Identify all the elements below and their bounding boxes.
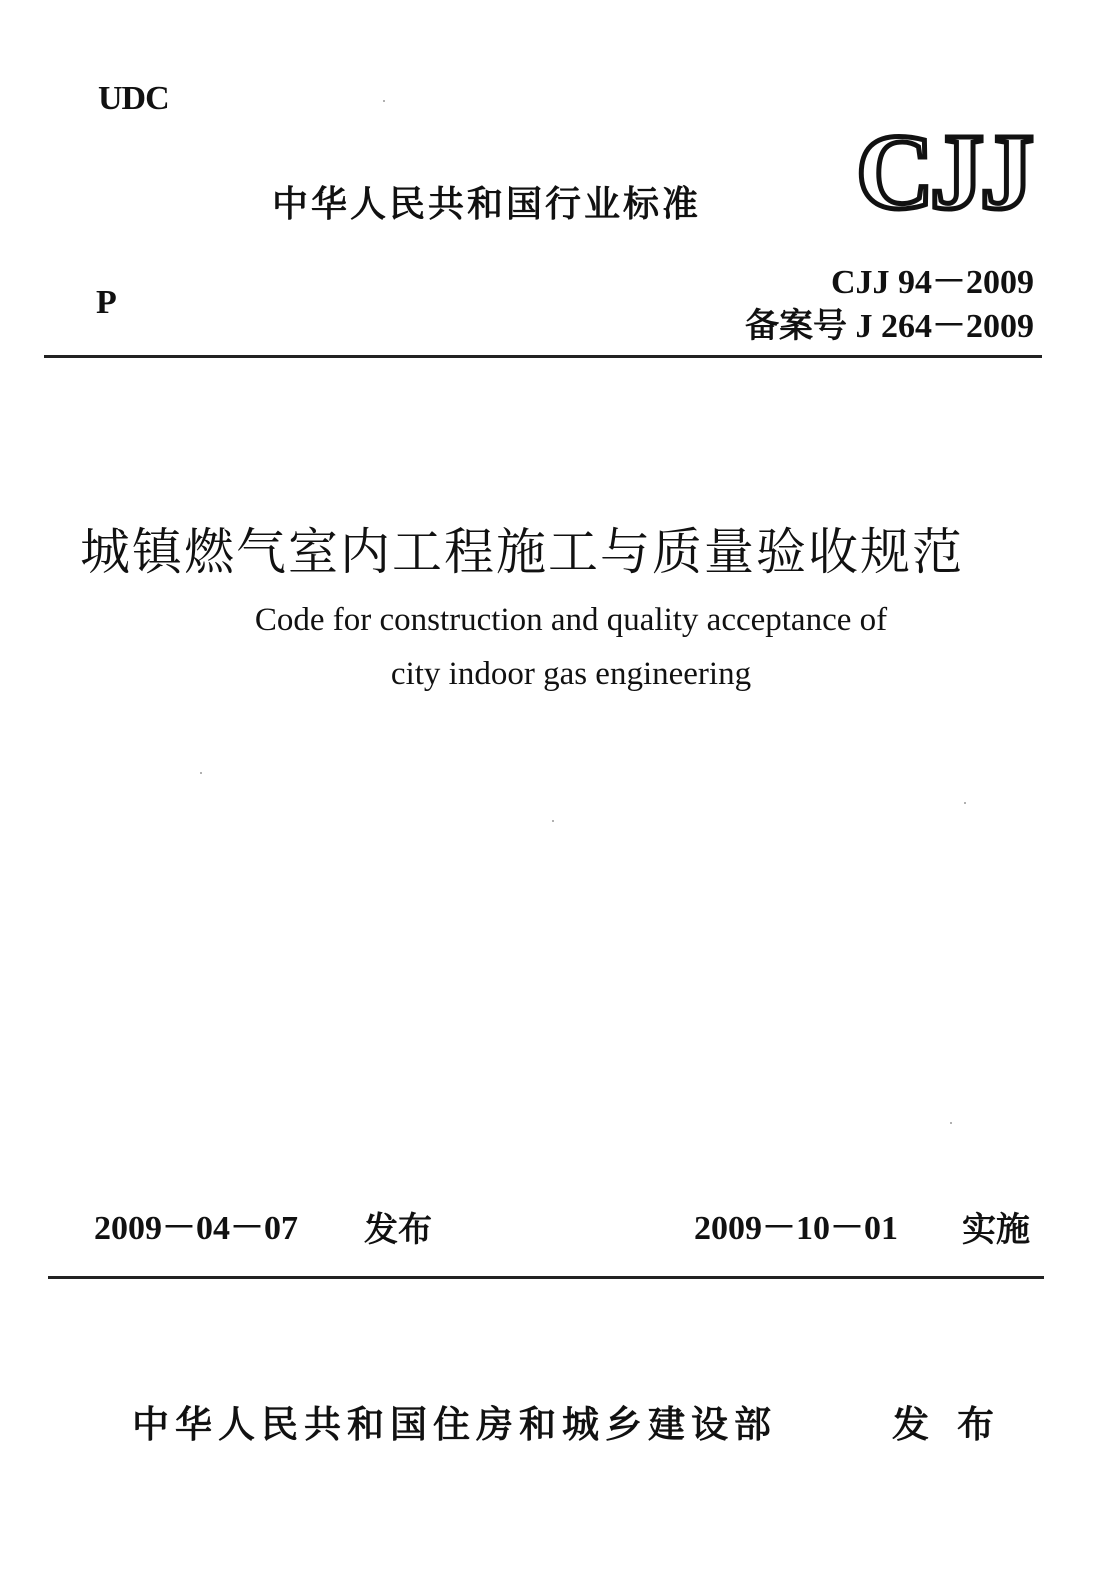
standard-code: CJJ 94－2009 bbox=[830, 264, 1034, 301]
scan-speck bbox=[383, 100, 385, 102]
title-english-line1: Code for construction and quality acceptance of bbox=[254, 602, 888, 638]
scan-speck bbox=[964, 802, 966, 804]
title-chinese: 城镇燃气室内工程施工与质量验收规范 bbox=[80, 524, 964, 580]
bottom-divider bbox=[48, 1276, 1044, 1279]
cjj-logo-text: CJJ bbox=[856, 120, 1030, 216]
publisher-action: 发布 bbox=[892, 1403, 1022, 1446]
udc-label: UDC bbox=[98, 80, 169, 117]
implement-label: 实施 bbox=[962, 1210, 1030, 1250]
scan-speck bbox=[950, 1122, 952, 1124]
publisher: 中华人民共和国住房和城乡建设部 bbox=[132, 1403, 777, 1446]
scan-speck bbox=[552, 820, 554, 822]
issue-date: 2009－04－07 bbox=[94, 1210, 298, 1247]
top-divider bbox=[44, 355, 1042, 358]
title-english-line2: city indoor gas engineering bbox=[390, 656, 752, 692]
record-number: 备案号 J 264－2009 bbox=[745, 308, 1034, 345]
industry-standard-heading: 中华人民共和国行业标准 bbox=[272, 184, 702, 225]
scan-speck bbox=[200, 772, 202, 774]
category-code: P bbox=[96, 284, 117, 321]
implement-date: 2009－10－01 bbox=[694, 1210, 898, 1247]
cjj-logo bbox=[848, 120, 1038, 216]
issue-label: 发布 bbox=[364, 1210, 432, 1250]
